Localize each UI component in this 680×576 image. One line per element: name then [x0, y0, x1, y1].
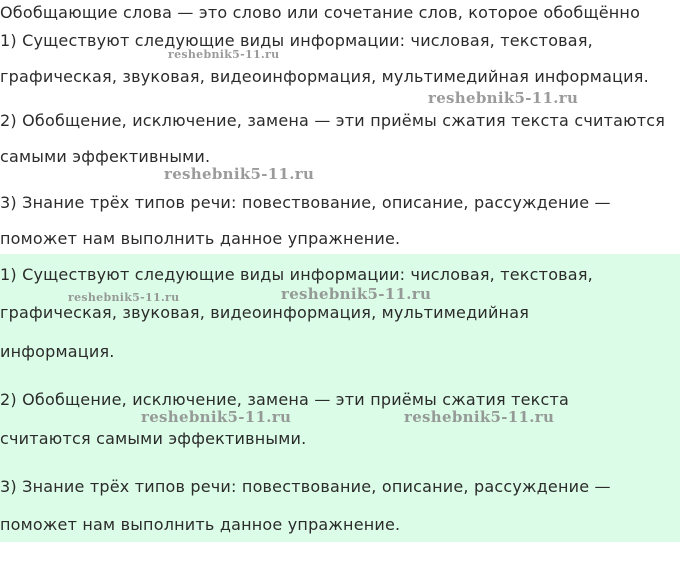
answer-line-3b: поможет нам выполнить данное упражнение.: [0, 515, 401, 534]
upper-line-2a: 2) Обобщение, исключение, замена — эти приёмы сжатия текста считаются: [0, 111, 666, 130]
upper-text-block: [0, 0, 680, 254]
upper-line-2b: самыми эффективными.: [0, 147, 211, 166]
answer-line-2b: считаются самыми эффективными.: [0, 429, 307, 448]
watermark-text: reshebnik5-11.ru: [141, 408, 292, 426]
upper-line-1a: 1) Существуют следующие виды информации: числовая, текстовая,: [0, 31, 593, 50]
watermark-text: reshebnik5-11.ru: [281, 285, 432, 303]
watermark-text: reshebnik5-11.ru: [68, 291, 180, 304]
watermark-text: reshebnik5-11.ru: [164, 165, 315, 183]
watermark-text: reshebnik5-11.ru: [428, 89, 579, 107]
answer-line-1c: информация.: [0, 342, 115, 361]
upper-line-3b: поможет нам выполнить данное упражнение.: [0, 229, 401, 248]
truncated-top-text: Обобщающие слова — это слово или сочетание слов, которое обобщённо: [0, 3, 641, 20]
answer-line-3a: 3) Знание трёх типов речи: повествование, описание, рассуждение —: [0, 477, 611, 496]
answer-line-1b: графическая, звуковая, видеоинформация, мультимедийная: [0, 303, 530, 322]
answer-line-2a: 2) Обобщение, исключение, замена — эти приёмы сжатия текста: [0, 390, 570, 409]
upper-line-3a: 3) Знание трёх типов речи: повествование, описание, рассуждение —: [0, 193, 611, 212]
answer-line-1a: 1) Существуют следующие виды информации: числовая, текстовая,: [0, 265, 593, 284]
watermark-text: reshebnik5-11.ru: [168, 48, 280, 61]
watermark-text: reshebnik5-11.ru: [404, 408, 555, 426]
upper-line-1b: графическая, звуковая, видеоинформация, мультимедийная информация.: [0, 67, 649, 86]
